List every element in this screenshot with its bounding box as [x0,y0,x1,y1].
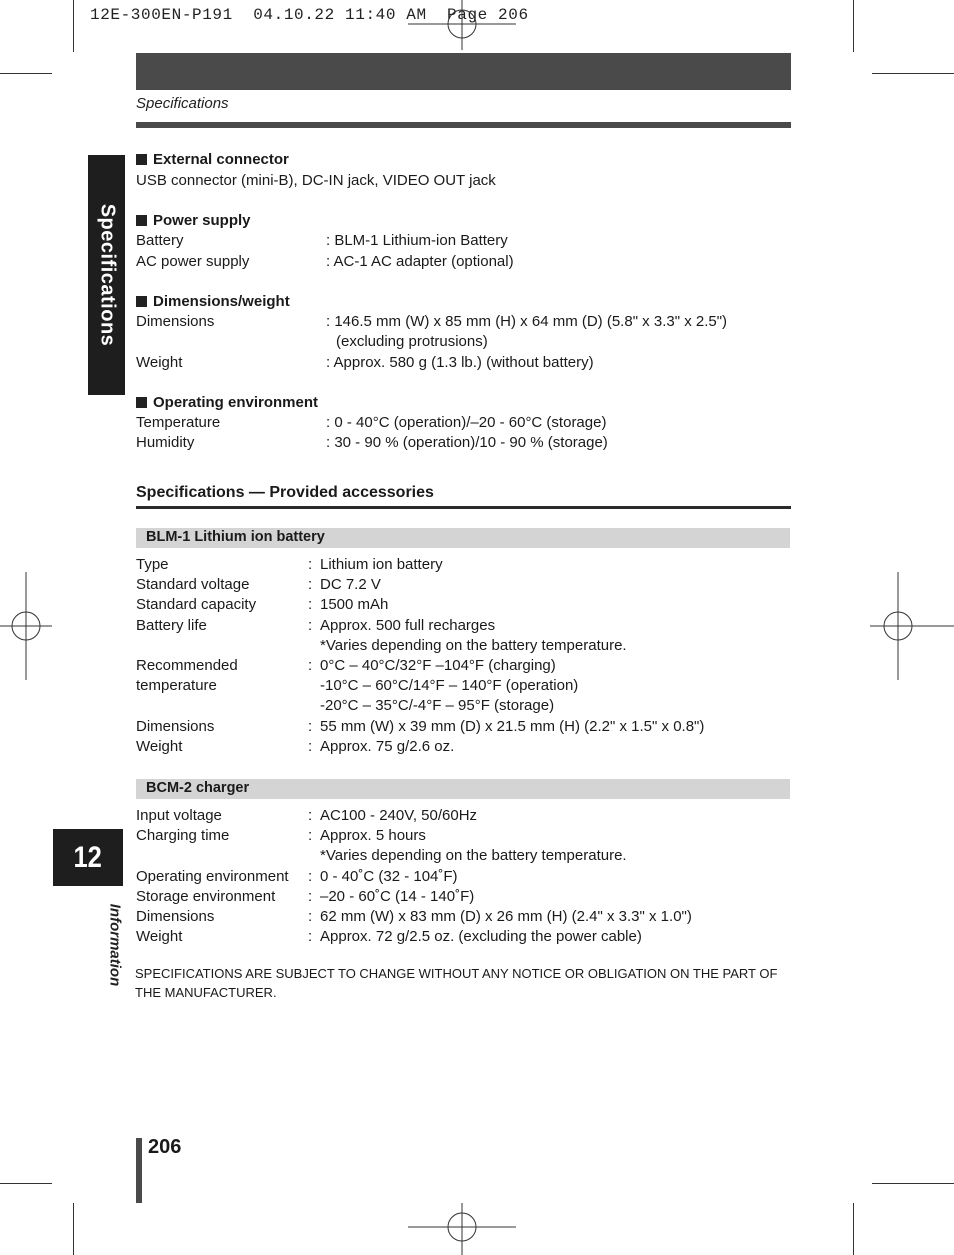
square-bullet-icon [136,296,147,307]
spec-label: Temperature [136,414,221,431]
spec-value: *Varies depending on the battery temperature. [320,847,627,865]
spec-label: Weight [136,354,183,371]
spec-label: Standard capacity [136,596,257,614]
spec-value: : Approx. 580 g (1.3 lb.) (without battery) [326,354,594,371]
spec-colon: : [308,737,313,755]
spec-value: –20 - 60˚C (14 - 140˚F) [320,887,475,905]
spec-colon: : [308,807,313,824]
spec-colon: : [308,596,313,614]
page-number-bar [136,1138,142,1203]
spec-colon: : [308,867,313,885]
disclaimer-note: SPECIFICATIONS ARE SUBJECT TO CHANGE WITHOUT ANY NOTICE OR OBLIGATION ON THE PART OF THE MANUFACTURER. [135,966,778,1000]
running-head: Specifications [136,95,229,112]
spec-label: Charging time [136,827,230,845]
spec-value: 0°C – 40°C/32°F –104°F (charging) [320,657,556,674]
spec-label: Input voltage [136,807,222,824]
registration-mark-right [870,572,954,682]
chapter-number-box [53,829,123,886]
charger-bar-title: BCM-2 charger [146,780,250,796]
spec-value: : 0 - 40°C (operation)/–20 - 60°C (storage) [326,414,607,431]
spec-colon: : [308,928,313,946]
spec-label: temperature [136,677,217,695]
spec-colon: : [308,616,313,634]
spec-label: Humidity [136,434,195,451]
spec-label: Battery life [136,616,207,634]
section-rule [136,506,791,509]
spec-value: Approx. 72 g/2.5 oz. (excluding the power cable) [320,928,642,946]
registration-mark-top [408,0,518,52]
spec-value-continued: (excluding protrusions) [336,333,488,350]
spec-value: : 30 - 90 % (operation)/10 - 90 % (storage) [326,434,608,451]
spec-value: Approx. 75 g/2.6 oz. [320,737,455,755]
power-supply-heading: Power supply [136,211,251,231]
square-bullet-icon [136,154,147,165]
spec-value: *Varies depending on the battery temperature. [320,636,627,654]
spec-label: Standard voltage [136,576,250,594]
spec-value: -10°C – 60°C/14°F – 140°F (operation) [320,677,579,695]
spec-colon: : [308,908,313,925]
spec-label: Weight [136,737,183,755]
spec-colon: : [308,887,313,905]
spec-label: Dimensions [136,908,215,925]
square-bullet-icon [136,215,147,226]
header-rule [136,122,791,128]
spec-label: Dimensions [136,717,215,735]
spec-value: 0 - 40˚C (32 - 104˚F) [320,867,458,885]
dimensions-weight-heading: Dimensions/weight [136,292,290,312]
chapter-label-text: Information [106,903,124,987]
spec-colon: : [308,717,313,735]
spec-value: -20°C – 35°C/-4°F – 95°F (storage) [320,697,555,715]
chapter-label [100,890,130,1000]
external-connector-heading: External connector [136,150,289,170]
registration-mark-left [0,572,54,682]
spec-value: AC100 - 240V, 50/60Hz [320,807,478,824]
registration-mark-bottom [408,1203,518,1255]
spec-label: AC power supply [136,253,250,270]
battery-bar-title: BLM-1 Lithium ion battery [146,529,325,545]
spec-value: 62 mm (W) x 83 mm (D) x 26 mm (H) (2.4" x 3.3" x 1.0") [320,908,692,925]
square-bullet-icon [136,397,147,408]
spec-value: Approx. 500 full recharges [320,616,496,634]
chapter-number: 12 [73,840,103,874]
spec-value: 55 mm (W) x 39 mm (D) x 21.5 mm (H) (2.2" x 1.5" x 0.8") [320,717,705,735]
spec-value: DC 7.2 V [320,576,381,594]
page-number: 206 [148,1136,182,1158]
spec-value: Approx. 5 hours [320,827,426,845]
side-tab-specifications [88,155,125,395]
operating-environment-heading: Operating environment [136,393,318,413]
spec-value: 1500 mAh [320,596,389,614]
external-connector-text: USB connector (mini-B), DC-IN jack, VIDEO OUT jack [136,172,496,189]
side-tab-label: Specifications [96,203,118,347]
spec-value: : 146.5 mm (W) x 85 mm (H) x 64 mm (D) (5.8" x 3.3" x 2.5") [326,313,728,330]
spec-label: Storage environment [136,887,276,905]
spec-label: Battery [136,232,184,249]
spec-value: Lithium ion battery [320,556,443,573]
spec-label: Recommended [136,657,238,674]
spec-colon: : [308,657,313,674]
accessories-section-title: Specifications — Provided accessories [136,484,434,501]
print-header: 12E-300EN-P191 04.10.22 11:40 AM Page 206 [90,6,529,24]
spec-value: : BLM-1 Lithium-ion Battery [326,232,508,249]
battery-bar [136,528,790,548]
spec-label: Weight [136,928,183,946]
spec-label: Type [136,556,169,573]
charger-bar [136,779,790,799]
spec-colon: : [308,827,313,845]
spec-label: Dimensions [136,313,215,330]
spec-colon: : [308,576,313,594]
spec-label: Operating environment [136,867,289,885]
header-band [136,53,791,90]
spec-value: : AC-1 AC adapter (optional) [326,253,514,270]
spec-colon: : [308,556,313,573]
